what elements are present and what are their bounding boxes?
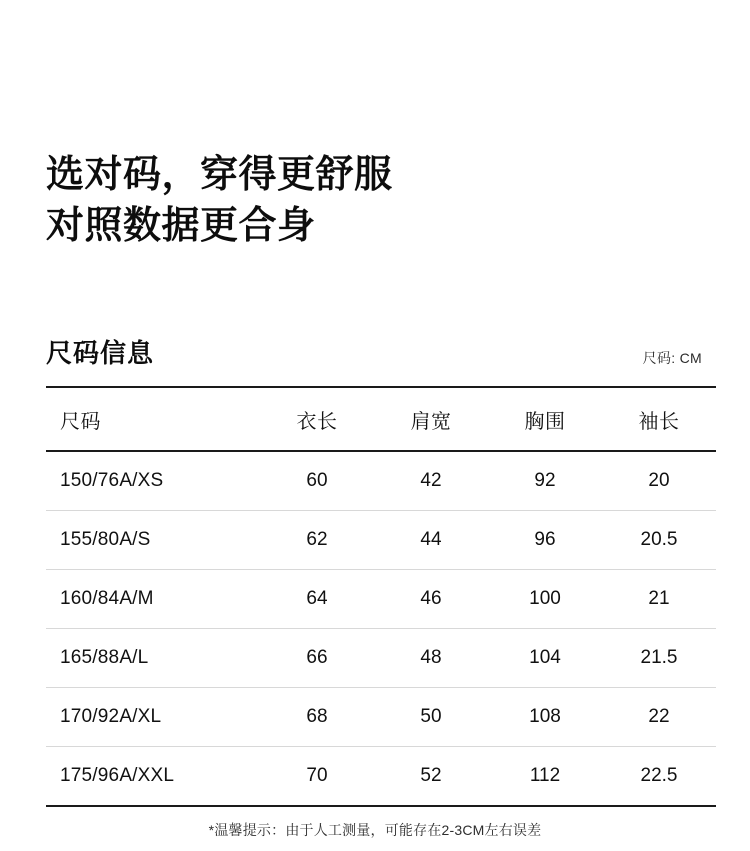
cell-sleeve: 22.5 bbox=[602, 747, 716, 807]
page-title bbox=[46, 150, 393, 253]
cell-bust: 108 bbox=[488, 688, 602, 747]
column-header-sleeve: 袖长 bbox=[602, 387, 716, 451]
cell-size: 150/76A/XS bbox=[46, 451, 260, 511]
cell-bust: 92 bbox=[488, 451, 602, 511]
cell-shoulder: 52 bbox=[374, 747, 488, 807]
table-header-row bbox=[46, 387, 716, 451]
cell-bust: 112 bbox=[488, 747, 602, 807]
cell-length: 60 bbox=[260, 451, 374, 511]
cell-shoulder: 44 bbox=[374, 511, 488, 570]
measurement-disclaimer: *温馨提示：由于人工测量，可能存在2-3CM左右误差 bbox=[208, 822, 542, 838]
cell-bust: 100 bbox=[488, 570, 602, 629]
cell-bust: 104 bbox=[488, 629, 602, 688]
cell-shoulder: 42 bbox=[374, 451, 488, 511]
cell-sleeve: 21.5 bbox=[602, 629, 716, 688]
cell-size: 170/92A/XL bbox=[46, 688, 260, 747]
table-row bbox=[46, 451, 716, 511]
table-row bbox=[46, 688, 716, 747]
page-title-line-1: 选对码，穿得更舒服 bbox=[46, 154, 393, 196]
column-header-bust: 胸围 bbox=[488, 387, 602, 451]
cell-shoulder: 48 bbox=[374, 629, 488, 688]
table-row bbox=[46, 629, 716, 688]
cell-sleeve: 20.5 bbox=[602, 511, 716, 570]
cell-length: 70 bbox=[260, 747, 374, 807]
cell-length: 64 bbox=[260, 570, 374, 629]
cell-sleeve: 20 bbox=[602, 451, 716, 511]
page-title-line-2: 对照数据更合身 bbox=[46, 205, 316, 248]
cell-length: 68 bbox=[260, 688, 374, 747]
cell-bust: 96 bbox=[488, 511, 602, 570]
size-table-head bbox=[46, 387, 716, 451]
size-table-body bbox=[46, 451, 716, 806]
cell-size: 165/88A/L bbox=[46, 629, 260, 688]
table-row bbox=[46, 570, 716, 629]
cell-size: 175/96A/XXL bbox=[46, 747, 260, 807]
cell-size: 155/80A/S bbox=[46, 511, 260, 570]
unit-note: 尺码: CM bbox=[642, 350, 702, 366]
table-row bbox=[46, 511, 716, 570]
cell-length: 62 bbox=[260, 511, 374, 570]
section-title: 尺码信息 bbox=[46, 338, 155, 368]
size-table bbox=[46, 386, 716, 807]
column-header-shoulder: 肩宽 bbox=[374, 387, 488, 451]
cell-sleeve: 22 bbox=[602, 688, 716, 747]
cell-shoulder: 46 bbox=[374, 570, 488, 629]
table-row bbox=[46, 747, 716, 807]
cell-shoulder: 50 bbox=[374, 688, 488, 747]
column-header-size: 尺码 bbox=[46, 387, 260, 451]
cell-sleeve: 21 bbox=[602, 570, 716, 629]
cell-size: 160/84A/M bbox=[46, 570, 260, 629]
column-header-length: 衣长 bbox=[260, 387, 374, 451]
cell-length: 66 bbox=[260, 629, 374, 688]
